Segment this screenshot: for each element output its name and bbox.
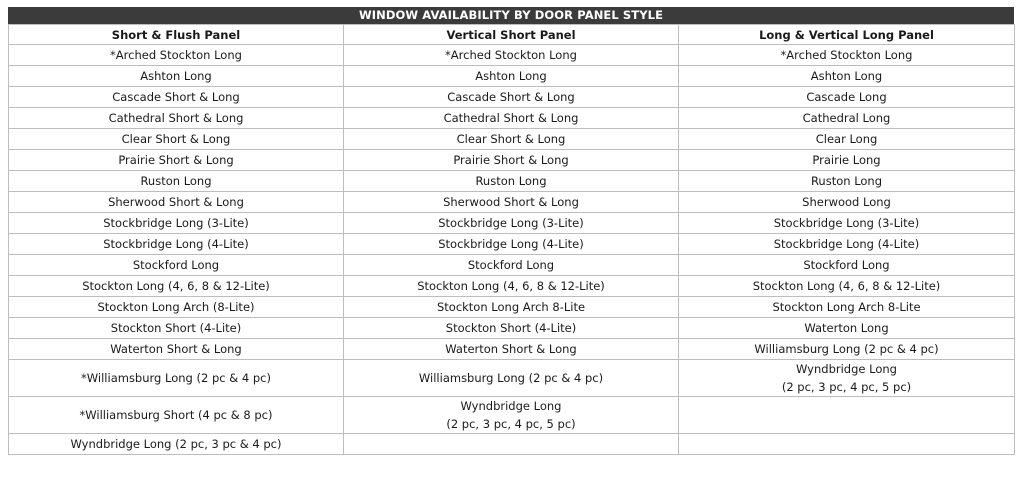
table-cell: Prairie Short & Long	[9, 150, 344, 171]
table-cell: *Williamsburg Short (4 pc & 8 pc)	[9, 397, 344, 434]
column-header-long-vertical-long: Long & Vertical Long Panel	[679, 25, 1015, 45]
table-row	[9, 297, 1015, 318]
table-cell: Cathedral Short & Long	[344, 108, 679, 129]
table-cell	[344, 397, 679, 434]
cell-line: (2 pc, 3 pc, 4 pc, 5 pc)	[446, 417, 576, 431]
table-cell-empty	[679, 434, 1015, 455]
table-cell: Sherwood Long	[679, 192, 1015, 213]
table-row	[9, 66, 1015, 87]
table-row	[9, 192, 1015, 213]
table-cell: *Arched Stockton Long	[9, 45, 344, 66]
table-cell: Stockton Long Arch (8-Lite)	[9, 297, 344, 318]
table-cell: Stockbridge Long (3-Lite)	[679, 213, 1015, 234]
table-cell: Clear Short & Long	[9, 129, 344, 150]
table-row	[9, 318, 1015, 339]
table-cell: Stockton Long (4, 6, 8 & 12-Lite)	[344, 276, 679, 297]
table-cell: Stockbridge Long (4-Lite)	[679, 234, 1015, 255]
table-cell-empty	[679, 397, 1015, 434]
table-cell: Cascade Long	[679, 87, 1015, 108]
table-row	[9, 171, 1015, 192]
table-cell: Prairie Long	[679, 150, 1015, 171]
table-cell: Stockford Long	[344, 255, 679, 276]
column-header-vertical-short: Vertical Short Panel	[344, 25, 679, 45]
table-cell: Stockford Long	[679, 255, 1015, 276]
table-cell: Cascade Short & Long	[344, 87, 679, 108]
table-cell: Prairie Short & Long	[344, 150, 679, 171]
table-cell: *Arched Stockton Long	[679, 45, 1015, 66]
table-cell: Williamsburg Long (2 pc & 4 pc)	[679, 339, 1015, 360]
table-cell: *Williamsburg Long (2 pc & 4 pc)	[9, 360, 344, 397]
table-row	[9, 45, 1015, 66]
table-row	[9, 276, 1015, 297]
table-cell: Ashton Long	[344, 66, 679, 87]
table-cell: Williamsburg Long (2 pc & 4 pc)	[344, 360, 679, 397]
table-cell: Waterton Short & Long	[344, 339, 679, 360]
cell-line: Wyndbridge Long	[796, 362, 897, 376]
table-cell: Clear Long	[679, 129, 1015, 150]
table-cell: Waterton Short & Long	[9, 339, 344, 360]
availability-table-container	[8, 7, 1014, 455]
table-row	[9, 108, 1015, 129]
table-cell: Stockbridge Long (4-Lite)	[344, 234, 679, 255]
table-row	[9, 360, 1015, 397]
table-cell: Ruston Long	[9, 171, 344, 192]
table-cell: Stockton Long Arch 8-Lite	[679, 297, 1015, 318]
table-cell: Wyndbridge Long (2 pc, 3 pc & 4 pc)	[9, 434, 344, 455]
table-cell: Sherwood Short & Long	[9, 192, 344, 213]
table-cell: Stockbridge Long (4-Lite)	[9, 234, 344, 255]
table-row	[9, 150, 1015, 171]
table-row	[9, 397, 1015, 434]
table-cell: Ashton Long	[679, 66, 1015, 87]
table-row	[9, 255, 1015, 276]
table-row	[9, 434, 1015, 455]
table-cell-empty	[344, 434, 679, 455]
table-row	[9, 129, 1015, 150]
table-row	[9, 87, 1015, 108]
table-cell: Cathedral Long	[679, 108, 1015, 129]
window-availability-table	[8, 24, 1015, 455]
table-title: WINDOW AVAILABILITY BY DOOR PANEL STYLE	[8, 7, 1014, 24]
table-cell: *Arched Stockton Long	[344, 45, 679, 66]
table-cell: Ruston Long	[679, 171, 1015, 192]
table-header-row	[9, 25, 1015, 45]
table-cell: Stockton Short (4-Lite)	[344, 318, 679, 339]
table-cell: Waterton Long	[679, 318, 1015, 339]
table-cell: Ashton Long	[9, 66, 344, 87]
table-cell: Ruston Long	[344, 171, 679, 192]
table-cell: Stockton Long (4, 6, 8 & 12-Lite)	[679, 276, 1015, 297]
table-cell: Stockbridge Long (3-Lite)	[9, 213, 344, 234]
table-cell: Stockton Long Arch 8-Lite	[344, 297, 679, 318]
table-cell	[679, 360, 1015, 397]
table-row	[9, 339, 1015, 360]
table-cell: Clear Short & Long	[344, 129, 679, 150]
table-cell: Cascade Short & Long	[9, 87, 344, 108]
cell-line: Wyndbridge Long	[460, 399, 562, 413]
column-header-short-flush: Short & Flush Panel	[9, 25, 344, 45]
table-cell: Stockton Short (4-Lite)	[9, 318, 344, 339]
table-cell: Stockton Long (4, 6, 8 & 12-Lite)	[9, 276, 344, 297]
table-cell: Cathedral Short & Long	[9, 108, 344, 129]
table-cell: Stockbridge Long (3-Lite)	[344, 213, 679, 234]
table-cell: Stockford Long	[9, 255, 344, 276]
cell-line: (2 pc, 3 pc, 4 pc, 5 pc)	[781, 380, 912, 394]
table-cell: Sherwood Short & Long	[344, 192, 679, 213]
table-row	[9, 234, 1015, 255]
table-row	[9, 213, 1015, 234]
